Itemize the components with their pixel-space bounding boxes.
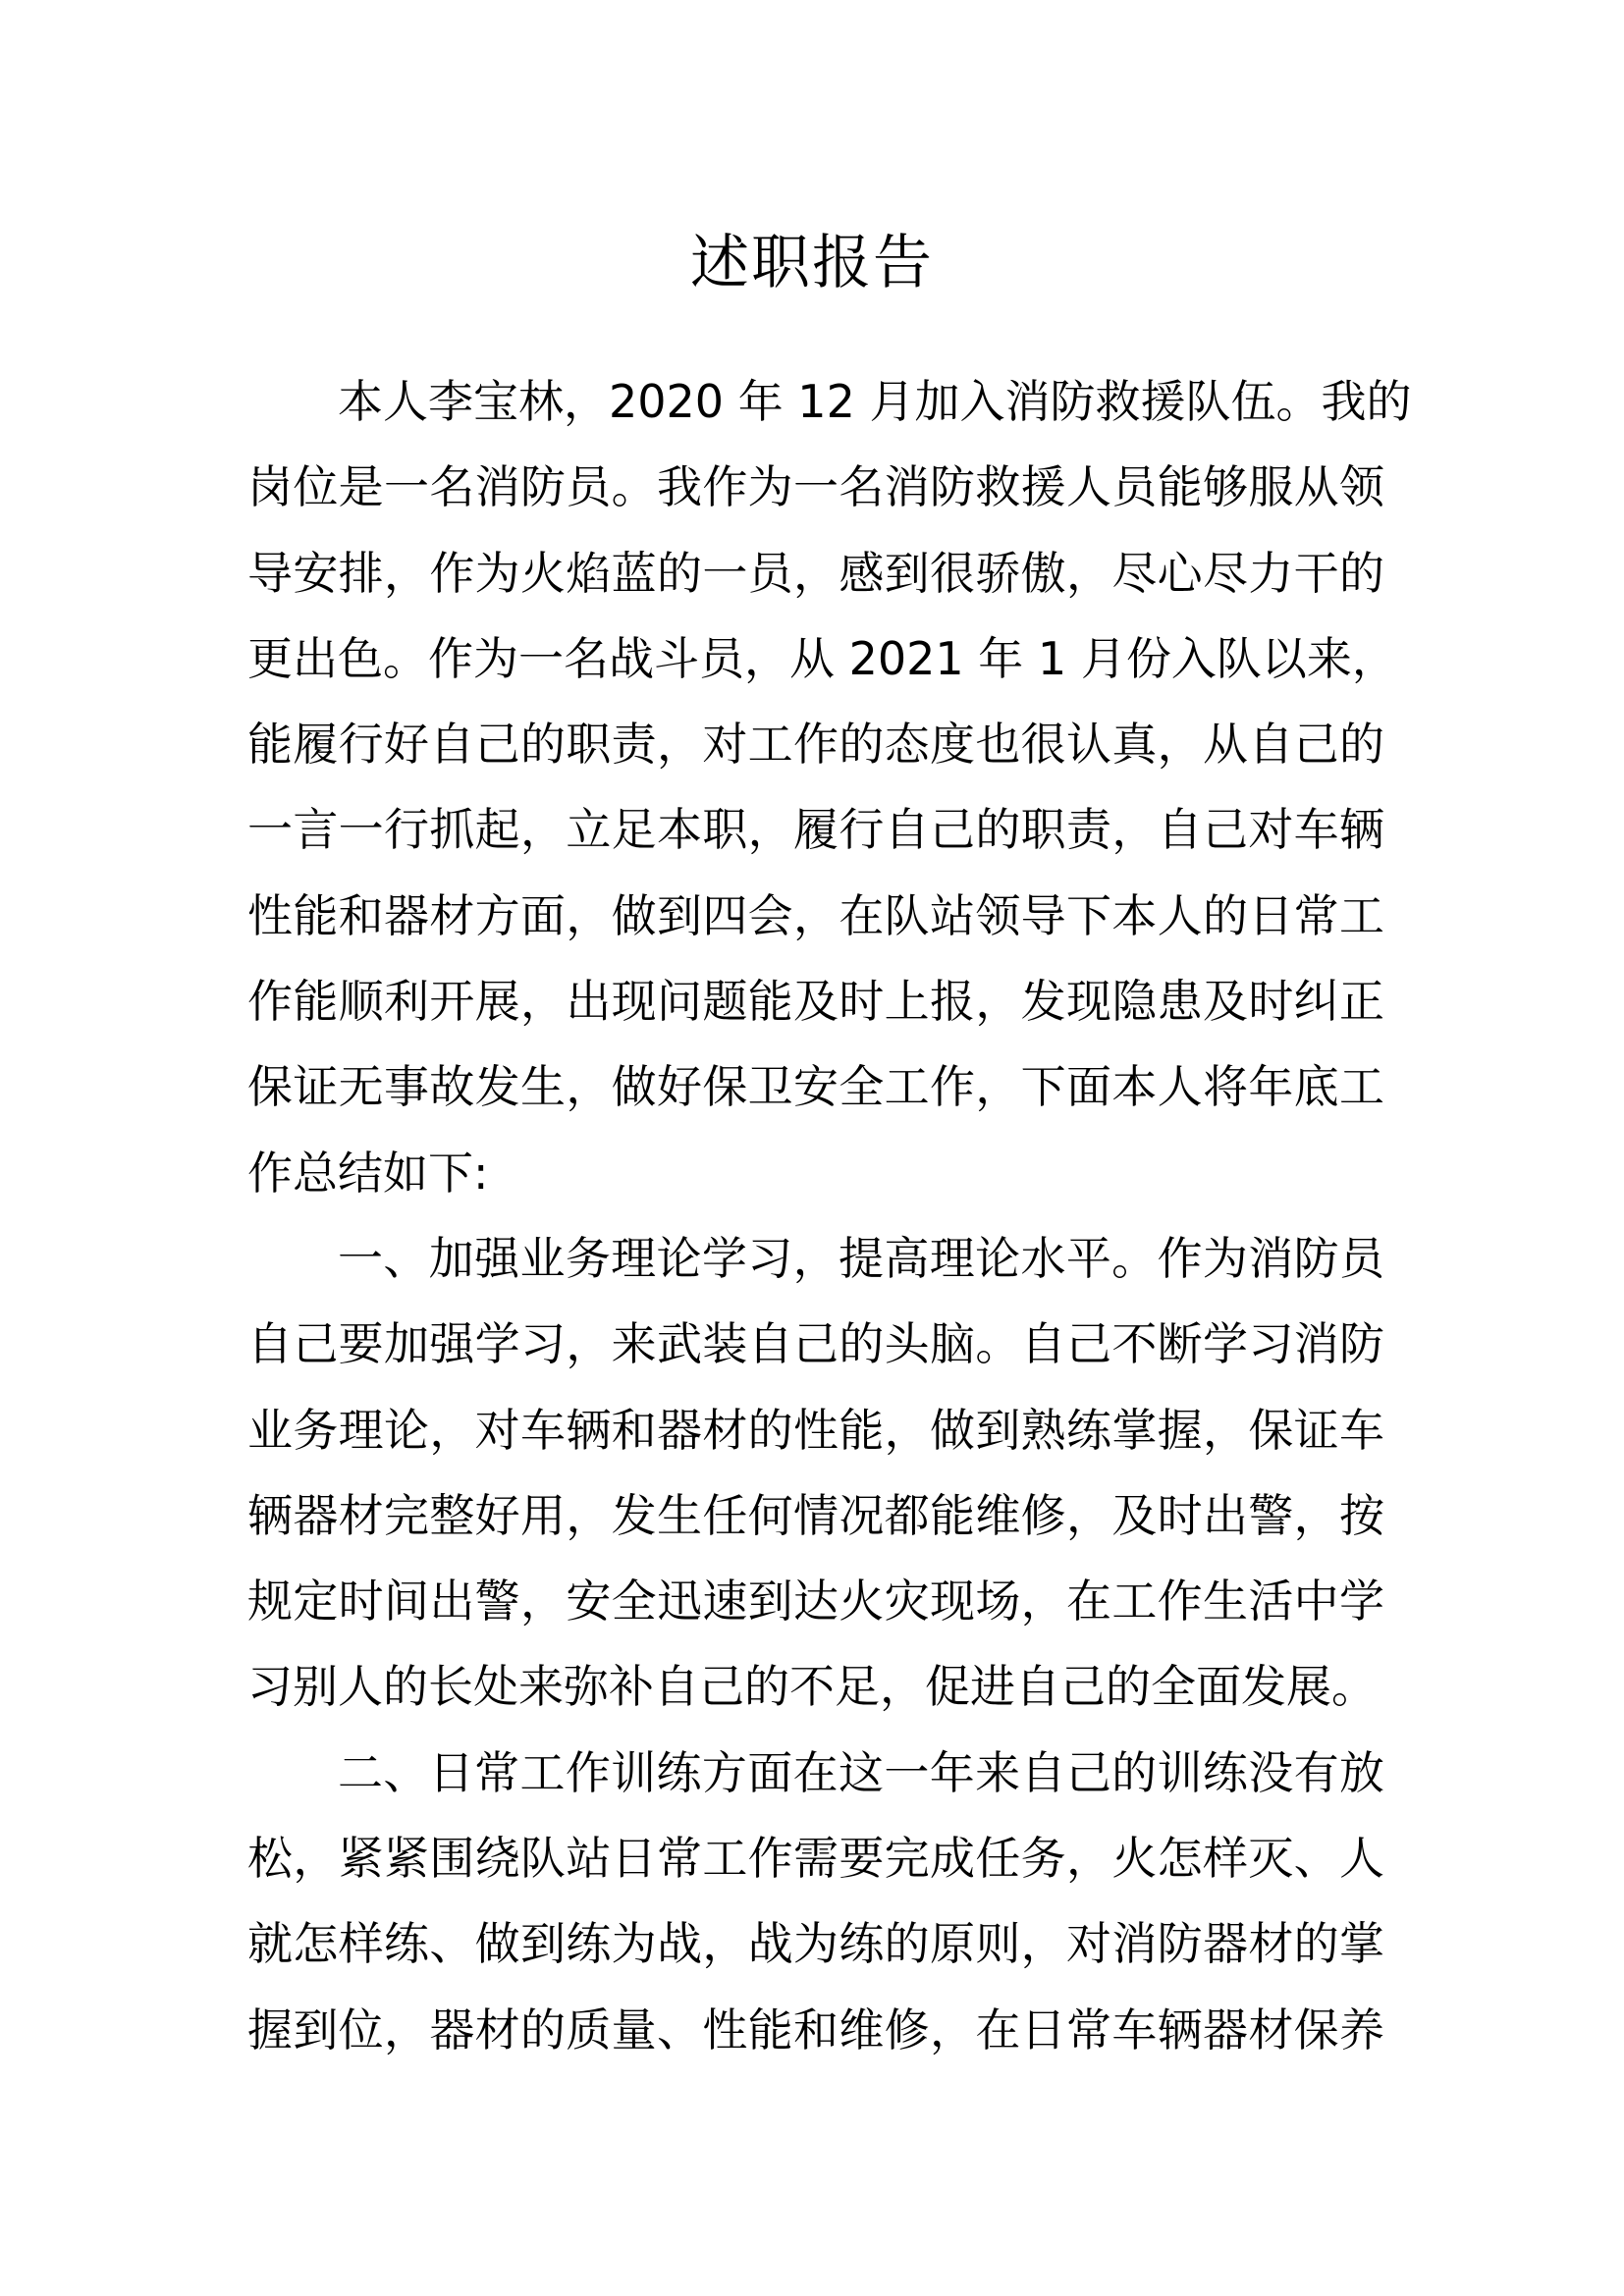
- text-line: 规定时间出警，安全迅速到达火灾现场，在工作生活中学: [247, 1575, 1384, 1629]
- text-line: 性能和器材方面，做到四会，在队站领导下本人的日常工: [247, 888, 1384, 942]
- text-line: 一、加强业务理论学习，提高理论水平。作为消防员: [338, 1231, 1384, 1285]
- document-body: [247, 359, 1412, 2073]
- text-line: 更出色。作为一名战斗员，从 2021 年 1 月份入队以来，: [247, 631, 1397, 685]
- text-line: 导安排，作为火焰蓝的一员，感到很骄傲，尽心尽力干的: [247, 546, 1384, 600]
- text-line: 习别人的长处来弥补自己的不足，促进自己的全面发展。: [247, 1660, 1377, 1714]
- paragraph-section-2: [247, 1731, 1384, 2073]
- text-line: 业务理论，对车辆和器材的性能，做到熟练掌握，保证车: [247, 1403, 1384, 1457]
- text-line: 松，紧紧围绕队站日常工作需要完成任务，火怎样灭、人: [247, 1832, 1384, 1886]
- text-line: 一言一行抓起，立足本职，履行自己的职责，自己对车辆: [247, 803, 1384, 857]
- paragraph-section-1: [247, 1216, 1384, 1731]
- document-title: 述职报告: [690, 229, 934, 297]
- text-line: 作总结如下:: [247, 1146, 489, 1200]
- paragraph-intro: [247, 359, 1412, 1216]
- text-line: 岗位是一名消防员。我作为一名消防救援人员能够服从领: [247, 460, 1384, 514]
- text-line: 握到位，器材的质量、性能和维修，在日常车辆器材保养: [247, 2002, 1384, 2056]
- text-line: 辆器材完整好用，发生任何情况都能维修，及时出警，按: [247, 1488, 1384, 1542]
- text-line: 能履行好自己的职责，对工作的态度也很认真，从自己的: [247, 718, 1384, 772]
- text-line: 就怎样练、做到练为战，战为练的原则，对消防器材的掌: [247, 1917, 1384, 1971]
- text-line: 本人李宝林，2020 年 12 月加入消防救援队伍。我的: [338, 375, 1412, 428]
- text-line: 自己要加强学习，来武装自己的头脑。自己不断学习消防: [247, 1317, 1384, 1371]
- text-line: 二、日常工作训练方面在这一年来自己的训练没有放: [338, 1745, 1384, 1799]
- text-line: 作能顺利开展，出现问题能及时上报，发现隐患及时纠正: [247, 975, 1384, 1029]
- text-line: 保证无事故发生，做好保卫安全工作，下面本人将年底工: [247, 1060, 1384, 1114]
